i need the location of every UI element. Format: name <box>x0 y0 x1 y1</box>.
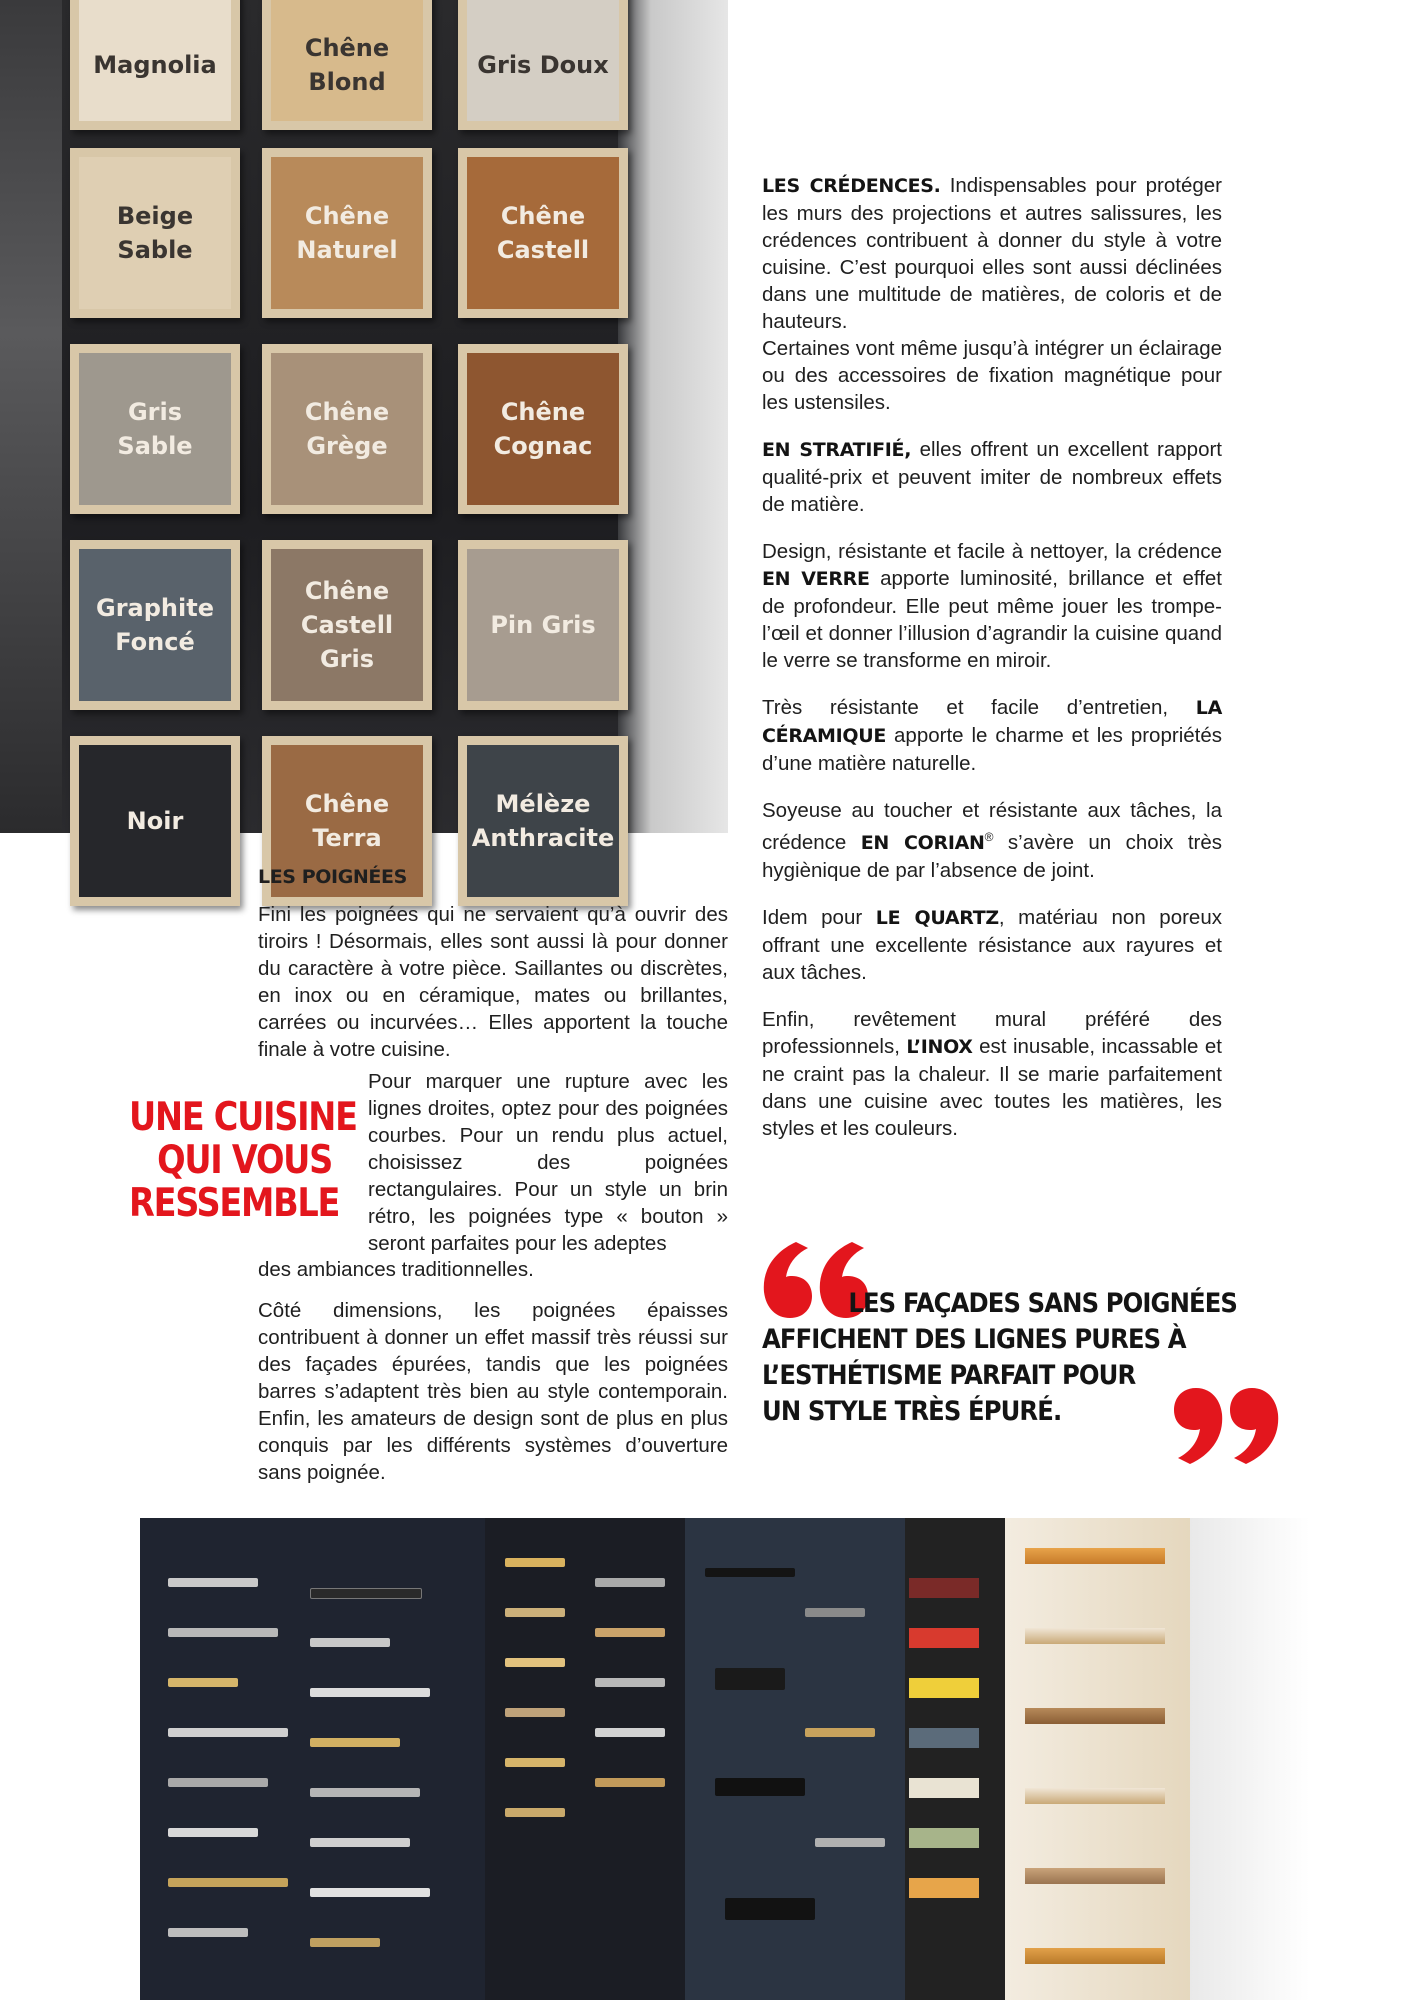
color-sample <box>909 1628 979 1648</box>
photo-wall-left <box>0 0 62 833</box>
finish-sample <box>458 344 628 514</box>
keyword: LE QUARTZ <box>875 906 999 929</box>
quote-line: LES FAÇADES SANS POIGNÉES <box>848 1288 1238 1319</box>
finish-sample <box>70 148 240 318</box>
verre-paragraph <box>762 538 1222 674</box>
finish-sample <box>458 0 628 130</box>
handle <box>310 1738 400 1747</box>
corian-paragraph <box>762 797 1222 884</box>
paragraph-text: Enfin, revêtement mural préféré des professionnels, <box>762 1007 1222 1058</box>
handle <box>595 1778 665 1787</box>
finish-sample <box>262 0 432 130</box>
stratifie-paragraph <box>762 436 1222 518</box>
color-sample <box>909 1728 979 1748</box>
finish-sample-label: Pin Gris <box>490 611 596 639</box>
paragraph-text: elles offrent un excellent rapport qualité-prix et peuvent imiter de nombreux effets de matière. <box>762 438 1222 516</box>
handle <box>725 1898 815 1920</box>
handle <box>168 1928 248 1937</box>
finish-sample <box>70 736 240 906</box>
left-column-continued <box>258 1256 728 1486</box>
finish-sample <box>70 344 240 514</box>
poignees-intro-paragraph: Fini les poignées qui ne servaient qu’à ouvrir des tiroirs ! Désormais, elles sont aussi là pour donner du caractère à votre pièce. Saillantes ou discrètes, en inox ou en céramique, mates ou brillantes, carrées ou incurvées… Elles apportent la touche finale à votre cuisine. <box>258 903 728 1061</box>
finish-sample-label: Chêne Castell <box>496 202 590 264</box>
handle <box>310 1588 422 1599</box>
paragraph-text: apporte luminosité, brillance et effet de profondeur. Elle peut même jouer les trompe-l’œil et donner l’illusion d’agrandir la cuisine quand le verre se transforme en miroir. <box>762 567 1223 672</box>
handle <box>505 1808 565 1817</box>
close-quote-icon <box>1172 1386 1282 1466</box>
color-sample <box>909 1678 979 1698</box>
finish-sample <box>262 344 432 514</box>
drawer-samples-panel <box>1005 1518 1310 2000</box>
finish-sample-label: Chêne Terra <box>304 790 390 852</box>
paragraph-text: s’avère un choix très hygiènique de par l’absence de joint. <box>762 830 1222 882</box>
paragraph-text: apporte le charme et les propriétés d’une matière naturelle. <box>762 724 1222 775</box>
ceramique-paragraph <box>762 694 1222 777</box>
headline-line: RESSEMBLE <box>129 1181 340 1226</box>
shelf <box>1025 1708 1165 1724</box>
handle <box>168 1728 288 1737</box>
finish-sample-label: Magnolia <box>93 51 217 79</box>
handle <box>595 1728 665 1737</box>
finish-sample-label: Chêne Castell Gris <box>300 577 394 673</box>
finish-sample-label: Chêne Naturel <box>296 202 398 264</box>
color-sample <box>909 1828 979 1848</box>
paragraph-text: Certaines vont même jusqu’à intégrer un éclairage ou des accessoires de fixation magnétique pour les ustensiles. <box>762 337 1222 414</box>
inox-paragraph <box>762 1006 1222 1142</box>
handle <box>805 1608 865 1617</box>
finish-sample-label: Gris Sable <box>117 398 193 460</box>
handle <box>705 1568 795 1577</box>
handle <box>505 1658 565 1667</box>
handle <box>595 1628 665 1637</box>
finish-sample-label: Chêne Blond <box>304 34 390 96</box>
white-wall <box>1190 1518 1310 2000</box>
finish-sample-label: Beige Sable <box>116 202 194 264</box>
keyword: L’INOX <box>906 1035 973 1058</box>
handle <box>168 1678 238 1687</box>
pull-quote <box>762 1286 1238 1430</box>
handle <box>168 1778 268 1787</box>
paragraph-text: des ambiances traditionnelles. <box>258 1258 534 1281</box>
shelf <box>1025 1548 1165 1564</box>
quote-line: UN STYLE TRÈS ÉPURÉ. <box>762 1396 1062 1427</box>
keyword: LA CÉRAMIQUE <box>762 697 1222 747</box>
handle <box>805 1728 875 1737</box>
quartz-paragraph <box>762 904 1222 986</box>
finish-samples-photo <box>0 0 728 852</box>
paragraph-text: Très résistante et facile d’entretien, <box>762 696 1196 719</box>
shelf <box>1025 1948 1165 1964</box>
finish-sample-label: Gris Doux <box>477 51 609 79</box>
keyword: LES CRÉDENCES. <box>762 175 941 197</box>
finish-sample-label: Graphite Foncé <box>96 594 214 656</box>
shelf <box>1025 1628 1165 1644</box>
photo-wall-right <box>618 0 728 833</box>
handles-panel-dark <box>685 1518 905 2000</box>
handle <box>168 1828 258 1837</box>
handles-panel-colors <box>905 1518 1005 2000</box>
color-sample <box>909 1878 979 1898</box>
credences-paragraph <box>762 172 1222 416</box>
handle <box>505 1708 565 1717</box>
shelf <box>1025 1868 1165 1884</box>
finish-sample <box>70 0 240 130</box>
handle <box>815 1838 885 1847</box>
paragraph-text: Design, résistante et facile à nettoyer, la crédence <box>762 540 1222 563</box>
handle <box>310 1838 410 1847</box>
handle <box>310 1688 430 1697</box>
paragraph-text: Indispensables pour protéger les murs des projections et autres salissures, les crédences contribuent à donner du style à votre cuisine. C’est pourquoi elles sont aussi déclinées dans une multitude de matières, de coloris et de hauteurs. <box>762 174 1222 333</box>
handle <box>310 1788 420 1797</box>
finish-sample-label: Noir <box>126 807 184 835</box>
shelf <box>1025 1788 1165 1804</box>
paragraph-text: Soyeuse au toucher et résistante aux tâches, la crédence <box>762 799 1222 854</box>
left-column-text <box>258 864 728 1083</box>
handle <box>595 1578 665 1587</box>
registered-mark: ® <box>984 830 994 844</box>
handles-display-photo <box>140 1518 1310 2000</box>
finish-sample <box>458 540 628 710</box>
paragraph-text: Idem pour <box>762 905 876 929</box>
quote-line: AFFICHENT DES LIGNES PURES À <box>762 1324 1186 1355</box>
right-column-text <box>762 172 1222 1162</box>
finish-sample-label: Chêne Cognac <box>493 398 593 460</box>
finish-sample-label: Chêne Grège <box>304 398 390 460</box>
dimensions-paragraph: Côté dimensions, les poignées épaisses contribuent à donner un effet massif très réussi sur des façades épurées, tandis que les poignées barres s’adaptent très bien au style contemporain. Enfin, les amateurs de design sont de plus en plus conquis par les différents systèmes d’ouverture sans poignée. <box>258 1299 728 1484</box>
finish-sample <box>458 148 628 318</box>
handle <box>505 1608 565 1617</box>
handle <box>168 1628 278 1637</box>
handle <box>310 1938 380 1947</box>
handle <box>505 1758 565 1767</box>
handle <box>715 1668 785 1690</box>
red-headline <box>129 1095 357 1226</box>
finish-sample-label: Mélèze Anthracite <box>471 790 615 852</box>
handles-panel-middle <box>485 1518 685 2000</box>
handle <box>310 1638 390 1647</box>
finish-sample <box>70 540 240 710</box>
keyword: EN CORIAN <box>860 831 985 854</box>
headline-line: QUI VOUS <box>157 1138 332 1183</box>
finish-sample <box>262 148 432 318</box>
handle <box>168 1878 288 1887</box>
color-sample <box>909 1778 979 1798</box>
handle <box>715 1778 805 1796</box>
handle <box>595 1678 665 1687</box>
handle <box>505 1558 565 1567</box>
section-heading: LES POIGNÉES <box>258 866 407 888</box>
paragraph-text: , matériau non poreux offrant une excellente résistance aux rayures et aux tâches. <box>762 905 1222 984</box>
keyword: EN VERRE <box>762 568 870 590</box>
wrapped-paragraph <box>368 1068 728 1257</box>
paragraph-text: est inusable, incassable et ne craint pas la chaleur. Il se marie parfaitement dans une cuisine avec toutes les matières, les styles et les couleurs. <box>762 1034 1222 1140</box>
handle <box>310 1888 430 1897</box>
paragraph-text: Pour marquer une rupture avec les lignes droites, optez pour des poignées courbes. Pour un rendu plus actuel, choisissez des poignées rectangulaires. Pour un style un brin rétro, les poignées type « bouton » seront parfaites pour les adeptes <box>368 1070 728 1255</box>
handle <box>168 1578 258 1587</box>
handles-panel-left <box>140 1518 485 2000</box>
headline-line: UNE CUISINE <box>129 1095 357 1140</box>
finish-sample <box>262 540 432 710</box>
keyword: EN STRATIFIÉ, <box>762 439 912 461</box>
quote-line: L’ESTHÉTISME PARFAIT POUR <box>762 1360 1136 1391</box>
color-sample <box>909 1578 979 1598</box>
